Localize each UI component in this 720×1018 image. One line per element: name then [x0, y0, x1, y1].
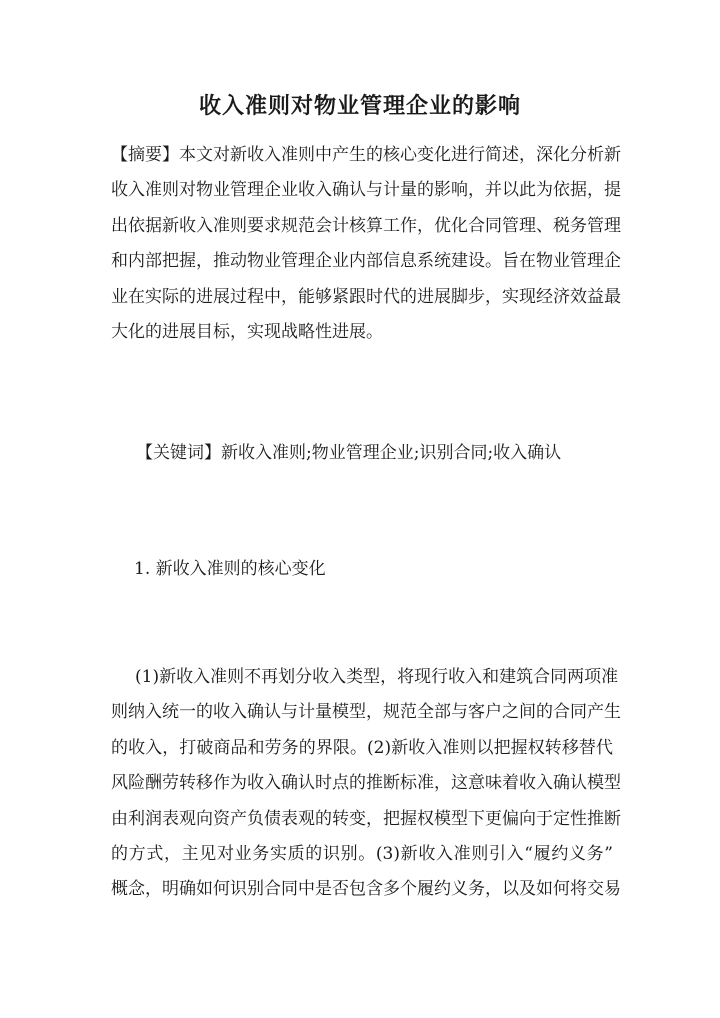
abstract-line: 和内部把握，推动物业管理企业内部信息系统建设。旨在物业管理企 [111, 251, 621, 272]
abstract-line: 大化的进展目标，实现战略性进展。 [111, 322, 383, 343]
section-heading: 1. 新收入准则的核心变化 [134, 559, 326, 579]
body-line: 则纳入统一的收入确认与计量模型，规范全部与客户之间的合同产生 [111, 702, 621, 723]
body-line: 由利润表观向资产负债表观的转变，把握权模型下更偏向于定性推断 [111, 808, 621, 829]
abstract-paragraph [111, 138, 621, 350]
body-line: 的方式，主见对业务实质的识别。(3)新收入准则引入“履约义务” [111, 844, 613, 865]
abstract-line: 业在实际的进展过程中，能够紧跟时代的进展脚步，实现经济效益最 [111, 286, 621, 307]
body-line: (1)新收入准则不再划分收入类型，将现行收入和建筑合同两项准 [135, 667, 619, 687]
body-paragraph [111, 660, 621, 908]
body-line: 概念，明确如何识别合同中是否包含多个履约义务，以及如何将交易 [111, 879, 621, 900]
body-line: 的收入，打破商品和劳务的界限。(2)新收入准则以把握权转移替代 [111, 737, 613, 758]
body-line: 风险酬劳转移作为收入确认时点的推断标准，这意味着收入确认模型 [111, 773, 621, 794]
abstract-line: 收入准则对物业管理企业收入确认与计量的影响，并以此为依据，提 [111, 180, 621, 201]
abstract-line: 【摘要】本文对新收入准则中产生的核心变化进行简述，深化分析新 [111, 145, 621, 165]
document-title: 收入准则对物业管理企业的影响 [198, 93, 521, 119]
abstract-line: 出依据新收入准则要求规范会计核算工作，优化合同管理、税务管理 [111, 215, 621, 236]
keywords-line: 【关键词】新收入准则;物业管理企业;识别合同;收入确认 [136, 443, 562, 463]
